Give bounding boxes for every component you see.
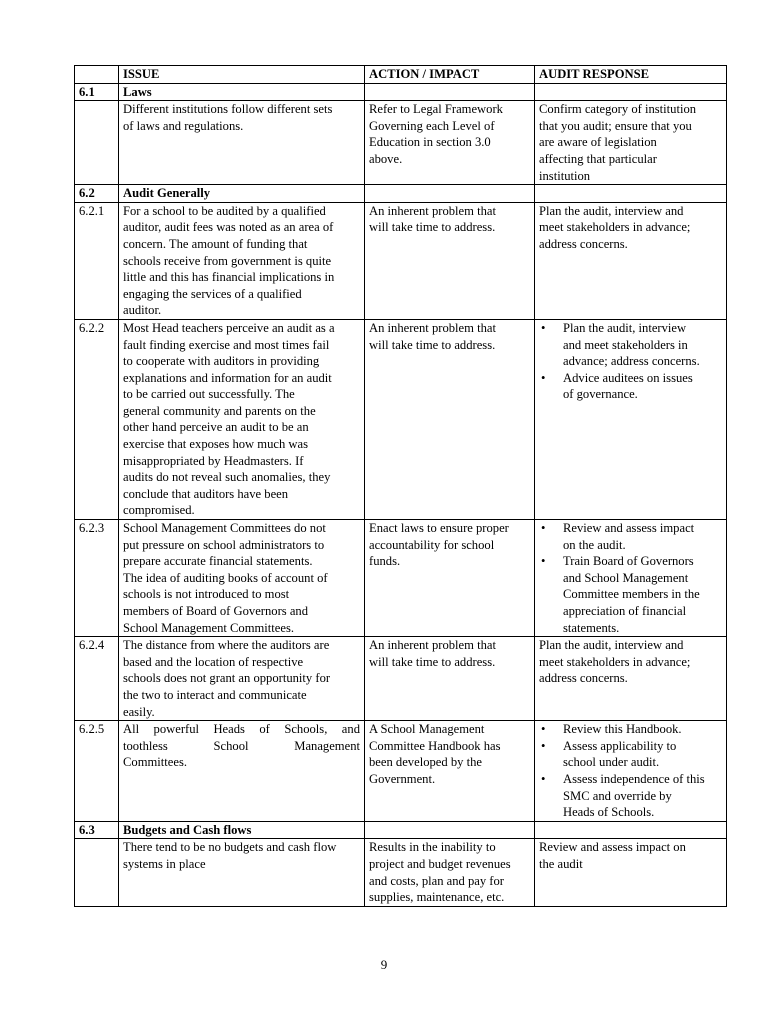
bullet-icon: • — [541, 521, 546, 536]
bullet-list — [539, 721, 722, 821]
list-item: • Plan the audit, interview and meet stakeholders in advance; address concerns. — [541, 320, 700, 369]
table-row — [75, 721, 727, 822]
row-number: 6.2.3 — [75, 520, 119, 637]
list-item: • Review and assess impact on the audit. — [541, 521, 695, 552]
section-title: Laws — [119, 83, 365, 101]
row-number: 6.2.5 — [75, 721, 119, 822]
table-row — [75, 202, 727, 319]
issue-cell: There tend to be no budgets and cash flow systems in place — [119, 839, 365, 906]
issue-cell: Different institutions follow different sets of laws and regulations. — [119, 101, 365, 185]
list-item: • Assess independence of this SMC and override by Heads of Schools. — [541, 771, 705, 820]
action-cell: Enact laws to ensure proper accountability for school funds. — [365, 520, 535, 637]
section-title: Audit Generally — [119, 185, 365, 203]
response-cell: Review and assess impact on the audit — [535, 839, 727, 906]
section-row-budgets-cash-flows — [75, 821, 727, 839]
bullet-icon: • — [541, 771, 546, 786]
response-cell: Plan the audit, interview and meet stakeholders in advance; address concerns. — [535, 637, 727, 721]
response-cell — [535, 319, 727, 519]
section-number: 6.1 — [75, 83, 119, 101]
action-cell: A School Management Committee Handbook has been developed by the Government. — [365, 721, 535, 822]
bullet-icon: • — [541, 554, 546, 569]
table-row — [75, 637, 727, 721]
issue-cell: All powerful Heads of Schools, and toothless School Management Committees. — [119, 721, 365, 822]
page-number: 9 — [380, 957, 388, 972]
list-item: • Train Board of Governors and School Management Committee members in the appreciation of financial statements. — [541, 554, 700, 635]
row-number: 6.2.1 — [75, 202, 119, 319]
bullet-list — [539, 320, 722, 403]
action-cell: An inherent problem that will take time to address. — [365, 202, 535, 319]
action-cell: Refer to Legal Framework Governing each Level of Education in section 3.0 above. — [365, 101, 535, 185]
audit-issues-table — [74, 65, 727, 907]
response-cell: Confirm category of institution that you audit; ensure that you are aware of legislation affecting that particular institution — [535, 101, 727, 185]
header-audit-response: AUDIT RESPONSE — [535, 66, 727, 84]
row-number: 6.2.4 — [75, 637, 119, 721]
issue-cell: Most Head teachers perceive an audit as a fault finding exercise and most times fail to cooperate with auditors in providing explanations and information for an audit to be carried out successfully. The general community and parents on the other hand perceive an audit to be an exercise that exposes how much was misappropriated by Headmasters. If audits do not reveal such anomalies, they conclude that auditors have been compromised. — [119, 319, 365, 519]
header-issue: ISSUE — [119, 66, 365, 84]
section-title: Budgets and Cash flows — [119, 821, 365, 839]
response-cell — [535, 520, 727, 637]
bullet-icon: • — [541, 370, 546, 385]
list-item: • Advice auditees on issues of governance. — [541, 370, 693, 402]
response-cell — [535, 721, 727, 822]
bullet-icon: • — [541, 722, 546, 737]
list-item: • Review this Handbook. — [541, 722, 682, 737]
section-number: 6.2 — [75, 185, 119, 203]
section-row-audit-generally — [75, 185, 727, 203]
list-item: • Assess applicability to school under audit. — [541, 738, 677, 770]
issue-cell: For a school to be audited by a qualified auditor, audit fees was noted as an area of concern. The amount of funding that schools receive from government is quite little and this has financial implications in engaging the services of a qualified auditor. — [119, 202, 365, 319]
table-row — [75, 520, 727, 637]
bullet-icon: • — [541, 738, 546, 753]
header-number-cell — [75, 66, 119, 84]
table-row — [75, 101, 727, 185]
action-cell: An inherent problem that will take time to address. — [365, 637, 535, 721]
table-row — [75, 319, 727, 519]
action-cell: Results in the inability to project and budget revenues and costs, plan and pay for supplies, maintenance, etc. — [365, 839, 535, 906]
issue-cell: School Management Committees do not put pressure on school administrators to prepare accurate financial statements. The idea of auditing books of account of schools is not introduced to most members of Board of Governors and School Management Committees. — [119, 520, 365, 637]
section-row-laws — [75, 83, 727, 101]
header-action-impact: ACTION / IMPACT — [365, 66, 535, 84]
bullet-icon: • — [541, 320, 546, 335]
table-header-row — [75, 66, 727, 84]
issue-cell: The distance from where the auditors are based and the location of respective schools does not grant an opportunity for the two to interact and communicate easily. — [119, 637, 365, 721]
row-number: 6.2.2 — [75, 319, 119, 519]
bullet-list — [539, 520, 722, 636]
response-cell: Plan the audit, interview and meet stakeholders in advance; address concerns. — [535, 202, 727, 319]
table-row — [75, 839, 727, 906]
action-cell: An inherent problem that will take time to address. — [365, 319, 535, 519]
section-number: 6.3 — [75, 821, 119, 839]
